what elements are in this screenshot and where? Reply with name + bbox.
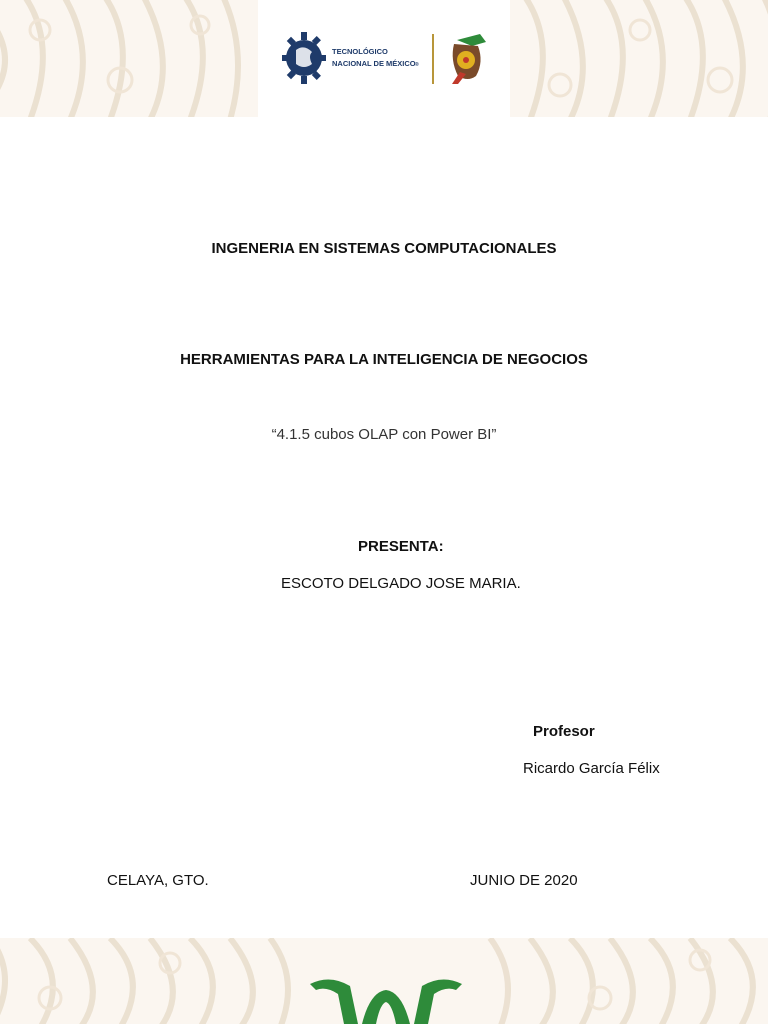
logo-trademark: ® [415, 62, 419, 68]
subject-title: HERRAMIENTAS PARA LA INTELIGENCIA DE NEGOCIOS [180, 351, 588, 368]
student-name: ESCOTO DELGADO JOSE MARIA. [281, 575, 521, 592]
topic-title: “4.1.5 cubos OLAP con Power BI” [271, 426, 497, 443]
presenta-label: PRESENTA: [358, 538, 444, 555]
date-label: JUNIO DE 2020 [470, 872, 578, 889]
logo-line-1: TECNOLÓGICO [332, 47, 388, 56]
itc-green-logo-icon [300, 972, 472, 1024]
career-title: INGENERIA EN SISTEMAS COMPUTACIONALES [211, 240, 557, 257]
logo-line-2: NACIONAL DE MÉXICO [332, 59, 416, 68]
header-logos [282, 26, 494, 90]
city-label: CELAYA, GTO. [107, 872, 209, 889]
profesor-name: Ricardo García Félix [523, 760, 660, 777]
itc-emblem-icon [452, 34, 486, 84]
tecnm-logo-icon [282, 26, 494, 90]
header-band [0, 0, 768, 117]
profesor-label: Profesor [533, 723, 595, 740]
